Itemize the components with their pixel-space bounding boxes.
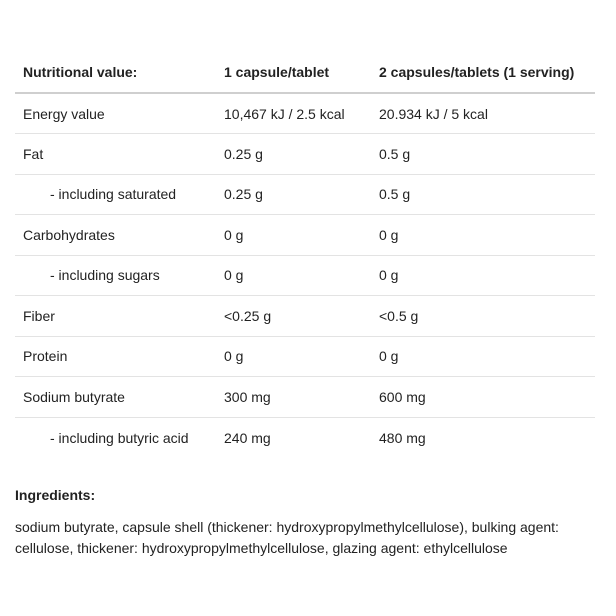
- row-label: Protein: [15, 336, 216, 377]
- row-label: - including butyric acid: [50, 429, 189, 446]
- row-value-one: 240 mg: [224, 429, 271, 446]
- row-value-two: 0 g: [371, 215, 595, 256]
- header-nutritional-value: Nutritional value:: [15, 52, 216, 93]
- row-label: Sodium butyrate: [15, 377, 216, 418]
- row-value-two: 0.5 g: [371, 174, 595, 215]
- header-two-capsules: 2 capsules/tablets (1 serving): [371, 52, 595, 93]
- table-row: [15, 215, 595, 256]
- row-value-one: 0 g: [216, 255, 371, 296]
- row-value-one: 0.25 g: [216, 174, 371, 215]
- row-value-two: 0 g: [371, 255, 595, 296]
- row-value-two: <0.5 g: [371, 296, 595, 337]
- row-value-two: 480 mg: [379, 429, 426, 446]
- row-value-one: 10,467 kJ / 2.5 kcal: [216, 93, 371, 134]
- table-row: [15, 377, 595, 418]
- table-row: [15, 93, 595, 134]
- row-value-two: 0 g: [371, 336, 595, 377]
- table-row: [15, 174, 595, 215]
- row-value-two: 20.934 kJ / 5 kcal: [371, 93, 595, 134]
- row-label: Energy value: [15, 93, 216, 134]
- table-row: [15, 417, 595, 458]
- row-label: Fat: [15, 134, 216, 175]
- nutrition-table: [15, 52, 595, 458]
- table-row: [15, 336, 595, 377]
- header-one-capsule: 1 capsule/tablet: [216, 52, 371, 93]
- row-label: - including sugars: [15, 255, 216, 296]
- table-row: [15, 296, 595, 337]
- row-label: - including saturated: [15, 174, 216, 215]
- ingredients-text: sodium butyrate, capsule shell (thickener: hydroxypropylmethylcellulose), bulking agent: cellulose, thickener: hydroxypropylmethylcellulose, glazing agent: ethylcellulose: [15, 519, 559, 556]
- row-label: Fiber: [15, 296, 216, 337]
- row-value-two: 600 mg: [371, 377, 595, 418]
- table-row: [15, 255, 595, 296]
- table-header-row: [15, 52, 595, 93]
- row-value-one: 300 mg: [216, 377, 371, 418]
- row-value-one: 0 g: [216, 336, 371, 377]
- row-value-two: 0.5 g: [371, 134, 595, 175]
- row-label: Carbohydrates: [15, 215, 216, 256]
- row-value-one: <0.25 g: [216, 296, 371, 337]
- row-value-one: 0.25 g: [216, 134, 371, 175]
- row-value-one: 0 g: [216, 215, 371, 256]
- ingredients-heading: Ingredients:: [15, 487, 96, 503]
- table-row: [15, 134, 595, 175]
